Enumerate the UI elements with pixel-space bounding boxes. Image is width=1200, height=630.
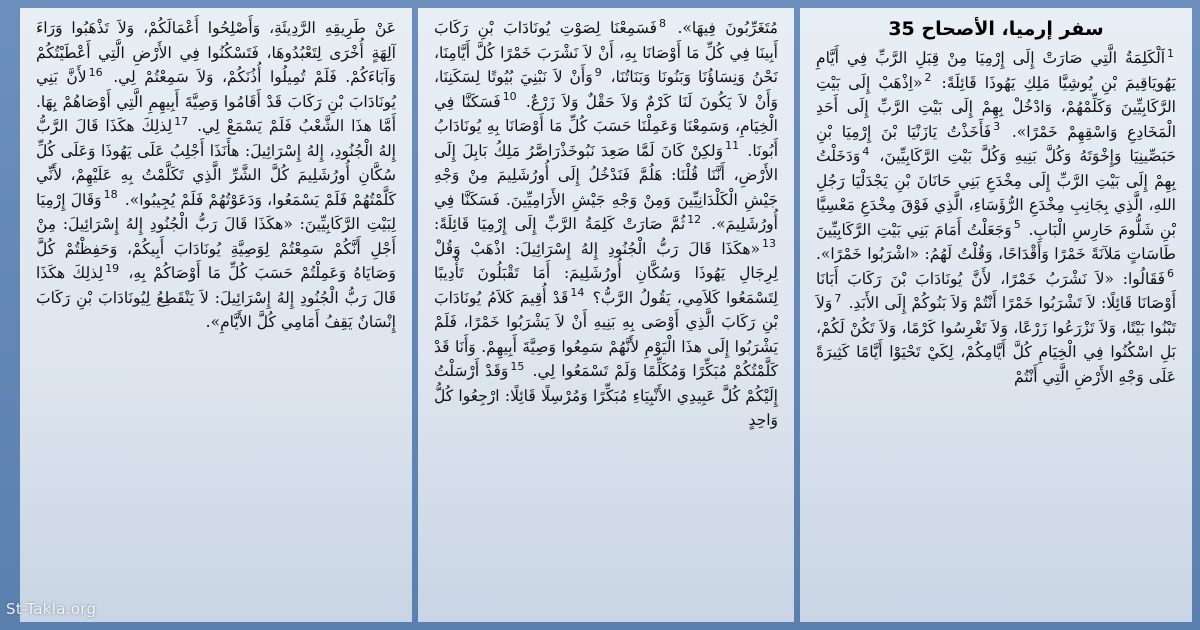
- verse-number: 9: [594, 65, 602, 79]
- verse-number: 10: [502, 90, 517, 104]
- verse-text: فَسَكَنَّا فِي الْخِيَامِ، وَسَمِعْنَا وَعَمِلْنَا حَسَبَ كُلِّ مَا أَوْصَانَا بِهِ يُونَادَابُ أَبُونَا.: [434, 92, 778, 160]
- verse-number: 12: [687, 212, 702, 226]
- chapter-title: سفر إرميا، الأصحاح 35: [888, 18, 1104, 40]
- verse-number: 7: [834, 291, 842, 305]
- verse-number: 8: [659, 16, 667, 30]
- column-body: [36, 16, 396, 335]
- verse-text: ثُمَّ صَارَتْ كَلِمَةُ الرَّبِّ إِلَى إِرْمِيَا قَائِلَةً:: [434, 215, 686, 233]
- verse-text: اَلْكَلِمَةُ الَّتِي صَارَتْ إِلَى إِرْمِيَا مِنْ قِبَلِ الرَّبِّ فِي أَيَّامِ يَهُويَاقِيمَ بْنِ يُوشِيَّا مَلِكِ يَهُوذَا قَائِلَةً:: [816, 49, 1176, 92]
- verse-text: «هكَذَا قَالَ رَبُّ الْجُنُودِ إِلهُ إِسْرَائِيلَ: اذْهَبْ وَقُلْ لِرِجَالِ يَهُوذَا وَسُكَّانِ أُورُشَلِيمَ: أَمَا تَقْبَلُونَ تَأْدِيبًا لِتَسْمَعُوا كَلاَمِي، يَقُولُ الرَّبُّ؟: [434, 239, 779, 307]
- verse-text: وَدَخَلْتُ بِهِمْ إِلَى بَيْتِ الرَّبِّ إِلَى مِخْدَعِ بَنِي حَانَانَ بْنِ يَجْدَلْيَا رَجُلِ اللهِ، الَّذِي بِجَانِبِ مِخْدَعِ الرُّؤَسَاءِ، الَّذِي فَوْقَ مِخْدَعِ مَعْسِيَّا بْنِ شَلُّومَ حَارِسِ الْبَابِ.: [816, 147, 1176, 239]
- verse-text: عَنْ طَرِيقِهِ الرَّدِيئَةِ، وَأَصْلِحُوا أَعْمَالَكُمْ، وَلاَ تَذْهَبُوا وَرَاءَ آلِهَةٍ أُخْرَى لِتَعْبُدُوهَا، فَتَسْكُنُوا فِي الأَرْضِ الَّتِي أَعْطَيْتُكُمْ وَآبَاءَكُمْ. فَلَمْ تُمِيلُوا أُذُنَكُمْ، وَلاَ سَمِعْتُمْ لِي.: [36, 19, 396, 86]
- verse-text: وَلكِنْ كَانَ لَمَّا صَعِدَ نَبُوخَذْرَاصَّرُ مَلِكُ بَابِلَ إِلَى الأَرْضِ، أَنَّنَا قُلْنَا: هَلُمَّ فَنَدْخُلُ إِلَى أُورُشَلِيمَ مِنْ وَجْهِ جَيْشِ الْكَلْدَانِيِّينَ وَمِنْ وَجْهِ جَيْشِ الأَرَامِيِّينَ. فَسَكَنَّا فِي أُورُشَلِيمَ».: [434, 141, 778, 233]
- verse-text: فَأَخَذْتُ يَازَنْيَا بْنَ إِرْمِيَا بْنِ حَبَصِّينِيَا وَإِخْوَتَهُ وَكُلَّ بَنِيهِ وَكُلَّ بَيْتِ الرَّكَابِيِّينَ،: [816, 122, 1176, 165]
- verse-number: 11: [725, 139, 740, 153]
- verse-number: 2: [924, 71, 932, 85]
- verse-text: وَجَعَلْتُ أَمَامَ بَنِي بَيْتِ الرَّكَابِيِّينَ طَاسَاتٍ مَلآنَةً خَمْرًا وَأَقْدَاحًا، وَقُلْتُ لَهُمُ: «اشْرَبُوا خَمْرًا».: [816, 220, 1176, 263]
- verse-text: وَقَالَ إِرْمِيَا لِبَيْتِ الرَّكَابِيِّينَ: «هكَذَا قَالَ رَبُّ الْجُنُودِ إِلهُ إِسْرَائِيلَ: مِنْ أَجْلِ أَنَّكُمْ سَمِعْتُمْ لِوَصِيَّةِ يُونَادَابَ أَبِيكُمْ، وَحَفِظْتُمْ كُلَّ وَصَايَاهُ وَعَمِلْتُمْ حَسَبَ كُلِّ مَا أَوْصَاكُمْ بِهِ،: [36, 190, 396, 282]
- verse-number: 1: [1167, 46, 1174, 60]
- verse-number: 3: [993, 120, 1001, 134]
- column-body: [816, 46, 1176, 389]
- verse-number: 18: [103, 188, 118, 202]
- text-column-middle: [418, 8, 794, 622]
- verse-text: وَأَنْ لاَ نَبْنِيَ بُيُوتًا لِسَكَنِنَا، وَأَنْ لاَ يَكُونَ لَنَا كَرْمٌ وَلاَ حَقْلٌ وَلاَ زَرْعٌ.: [434, 68, 778, 111]
- column-body: [434, 16, 778, 433]
- verse-text: وَقَدْ أَرْسَلْتُ إِلَيْكُمْ كُلَّ عَبِيدِي الأَنْبِيَاءِ مُبَكِّرًا وَمُرْسِلًا قَائِلًا: ارْجِعُوا كُلُّ وَاحِدٍ: [434, 362, 778, 429]
- verse-text: وَلاَ تَبْنُوا بَيْتًا، وَلاَ تَزْرَعُوا زَرْعًا، وَلاَ تَغْرِسُوا كَرْمًا، وَلاَ تَكُنْ لَكُمْ، بَلِ اسْكُنُوا فِي الْخِيَامِ كُلَّ أَيَّامِكُمْ، لِكَيْ تَحْيَوْا أَيَّامًا كَثِيرَةً عَلَى وَجْهِ الأَرْضِ الَّتِي أَنْتُمْ: [816, 294, 1176, 386]
- verse-text: «اِذْهَبْ إِلَى بَيْتِ الرَّكَابِيِّينَ وَكَلِّمْهُمْ، وَادْخُلْ بِهِمْ إِلَى بَيْتِ الرَّبِّ إِلَى أَحَدِ الْمَخَادِعِ وَاسْقِهِمْ خَمْرًا».: [816, 73, 1176, 141]
- verse-text: فَسَمِعْنَا لِصَوْتِ يُونَادَابَ بْنِ رَكَابَ أَبِينَا فِي كُلِّ مَا أَوْصَانَا بِهِ، أَنْ لاَ نَشْرَبَ خَمْرًا كُلَّ أَيَّامِنَا، نَحْنُ وَنِسَاؤُنَا وَبَنُونَا وَبَنَاتُنَا،: [434, 19, 778, 86]
- verse-text: لِذلِكَ هكَذَا قَالَ الرَّبُّ إِلهُ الْجُنُودِ، إِلهُ إِسْرَائِيلَ: هأَنَذَا أَجْلِبُ عَلَى يَهُوذَا وَعَلَى كُلِّ سُكَّانِ أُورُشَلِيمَ كُلَّ الشَّرِّ الَّذِي تَكَلَّمْتُ بِهِ عَلَيْهِمْ، لأَنِّي كَلَّمْتُهُمْ فَلَمْ يَسْمَعُوا، وَدَعَوْتُهُمْ فَلَمْ يُجِيبُوا».: [36, 117, 396, 209]
- verse-text: فَقَالُوا: «لاَ نَشْرَبُ خَمْرًا، لأَنَّ يُونَادَابَ بْنَ رَكَابَ أَبَانَا أَوْصَانَا قَائِلًا: لاَ تَشْرَبُوا خَمْرًا أَنْتُمْ وَلاَ بَنُوكُمْ إِلَى الأَبَدِ.: [816, 269, 1176, 312]
- verse-number: 14: [570, 286, 585, 300]
- verse-number: 16: [88, 65, 103, 79]
- verse-number: 17: [174, 114, 189, 128]
- verse-number: 4: [862, 144, 870, 158]
- verse-text: مُتَغَرِّبُونَ فِيهَا».: [677, 19, 778, 37]
- verse-text: قَدْ أُقِيمَ كَلاَمُ يُونَادَابَ بْنِ رَكَابَ الَّذِي أَوْصَى بِهِ بَنِيهِ أَنْ لاَ يَشْرَبُوا خَمْرًا، فَلَمْ يَشْرَبُوا إِلَى هذَا الْيَوْمِ لأَنَّهُمْ سَمِعُوا وَصِيَّةَ أَبِيهِمْ. وَأَنَا قَدْ كَلَّمْتُكُمْ مُبَكِّرًا وَمُكَلِّمًا وَلَمْ تَسْمَعُوا لِي.: [434, 288, 778, 380]
- verse-number: 6: [1167, 267, 1174, 281]
- verse-number: 15: [510, 359, 525, 373]
- verse-number: 13: [762, 237, 776, 251]
- verse-text: لأَنَّ بَنِي يُونَادَابَ بْنِ رَكَابَ قَدْ أَقَامُوا وَصِيَّةَ أَبِيهِمِ الَّتِي أَوْصَاهُمْ بِهَا. أَمَّا هذَا الشَّعْبُ فَلَمْ يَسْمَعْ لِي.: [36, 68, 397, 135]
- verse-number: 5: [1013, 218, 1021, 232]
- text-column-right: [800, 8, 1192, 622]
- verse-text: لِذلِكَ هكَذَا قَالَ رَبُّ الْجُنُودِ إِلهُ إِسْرَائِيلَ: لاَ يَنْقَطِعُ لِيُونَادَابَ بْنِ رَكَابَ إِنْسَانٌ يَقِفُ أَمَامِي كُلَّ الأَيَّامِ».: [36, 264, 396, 331]
- text-column-left: [20, 8, 412, 622]
- verse-number: 19: [105, 261, 120, 275]
- site-watermark: St-Takla.org: [6, 600, 97, 618]
